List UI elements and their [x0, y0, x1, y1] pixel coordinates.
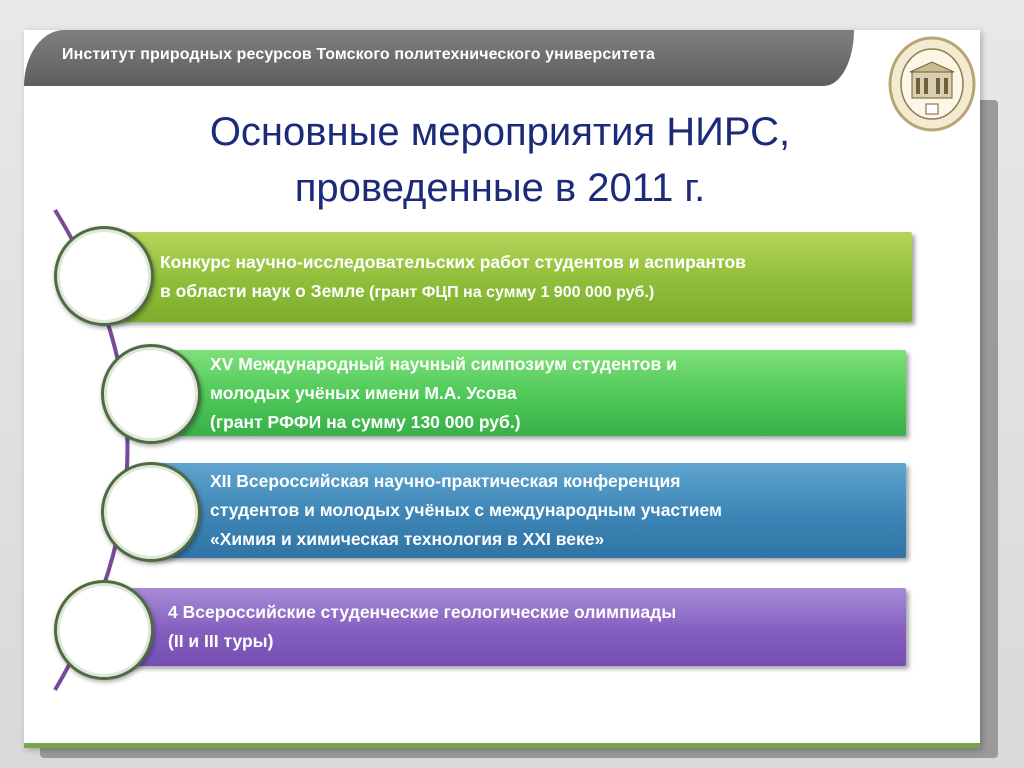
event-3-line-2: студентов и молодых учёных с международным участием — [210, 500, 722, 520]
event-2-line-3: (грант РФФИ на сумму 130 000 руб.) — [210, 411, 521, 432]
event-4-line-1: 4 Всероссийские студенческие геологические олимпиады — [168, 602, 677, 622]
event-1-line-2a: в области наук о Земле — [160, 280, 365, 301]
event-2-line-2: молодых учёных имени М.А. Усова — [210, 382, 517, 403]
event-item-4 — [96, 588, 906, 666]
event-3-line-1: XII Всероссийская научно-практическая конференция — [210, 471, 681, 491]
bullet-circle-1 — [54, 226, 154, 326]
bullet-circle-4 — [54, 580, 154, 680]
event-2-line-1: XV Международный научный симпозиум студентов и — [210, 353, 677, 374]
university-emblem-icon — [888, 36, 976, 132]
event-1-grant: (грант ФЦП на сумму 1 900 000 руб.) — [364, 283, 655, 301]
title-line-1: Основные мероприятия НИРС, — [209, 110, 791, 154]
slide-title — [120, 104, 880, 216]
event-1-line-1: Конкурс научно-исследовательских работ студентов и аспирантов — [160, 251, 746, 272]
title-line-2: проведенные в 2011 г. — [294, 166, 706, 210]
event-item-3 — [146, 463, 906, 558]
bullet-circle-3 — [101, 462, 201, 562]
event-item-1 — [96, 232, 912, 322]
institute-name: Институт природных ресурсов Томского политехнического университета — [62, 46, 656, 63]
bullet-circle-2 — [101, 344, 201, 444]
event-3-line-3: «Химия и химическая технология в XXI веке» — [210, 529, 605, 549]
event-4-line-2: (II и III туры) — [168, 631, 274, 651]
event-item-2 — [146, 350, 906, 436]
